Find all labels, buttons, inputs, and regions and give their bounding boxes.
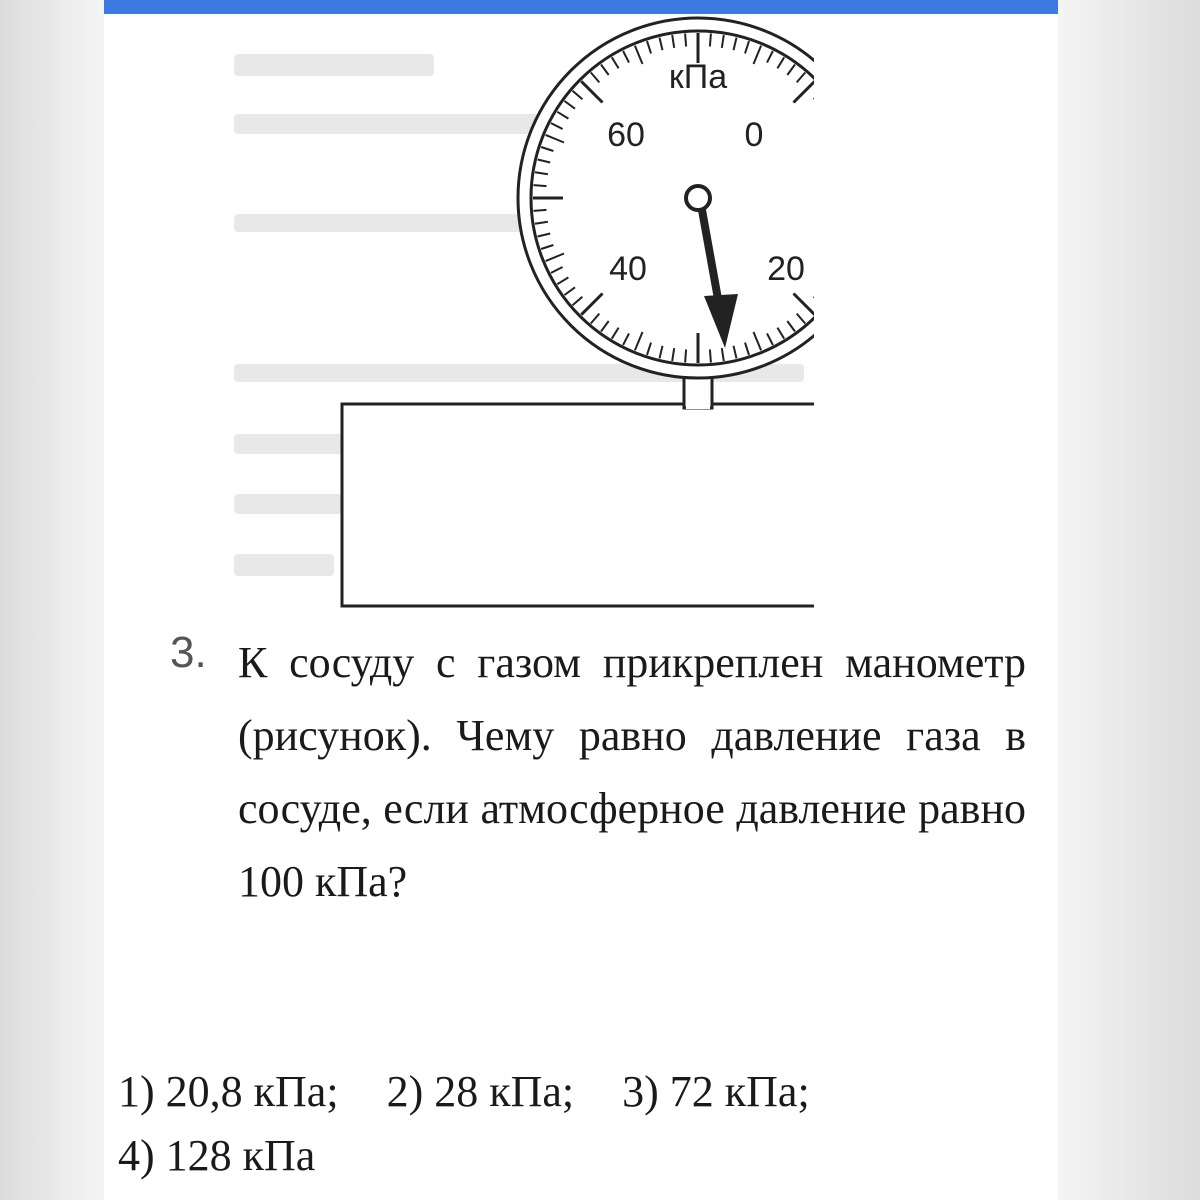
answer-option-4[interactable]: 4) 128 кПа bbox=[118, 1131, 316, 1180]
manometer-illustration bbox=[234, 14, 814, 614]
dial-tick bbox=[685, 350, 686, 363]
dial-tick bbox=[534, 210, 547, 211]
gauge-dial bbox=[518, 18, 814, 378]
dial-tick bbox=[710, 34, 711, 47]
answer-options bbox=[118, 1060, 1048, 1188]
scale-label-40: 40 bbox=[609, 250, 647, 288]
gauge-unit-label: кПа bbox=[668, 58, 728, 96]
gas-vessel bbox=[342, 404, 814, 606]
scale-label-0: 0 bbox=[744, 116, 764, 154]
page bbox=[104, 0, 1058, 1200]
dial-tick bbox=[710, 350, 711, 363]
manometer-figure bbox=[234, 14, 814, 614]
answer-option-1[interactable]: 1) 20,8 кПа; bbox=[118, 1067, 339, 1116]
scale-label-20: 20 bbox=[767, 250, 805, 288]
question-number: 3. bbox=[170, 628, 207, 677]
answer-option-2[interactable]: 2) 28 кПа; bbox=[386, 1067, 575, 1116]
dial-tick bbox=[534, 185, 547, 186]
answer-option-3[interactable]: 3) 72 кПа; bbox=[622, 1067, 810, 1116]
question-text: К сосуду с газом прикреплен манометр (рисунок). Чему равно давление газа в сосуде, если атмосферное давление равно 100 кПа? bbox=[238, 638, 1026, 906]
dial-tick bbox=[685, 34, 686, 47]
scale-label-60: 60 bbox=[607, 116, 645, 154]
top-bar bbox=[104, 0, 1058, 14]
